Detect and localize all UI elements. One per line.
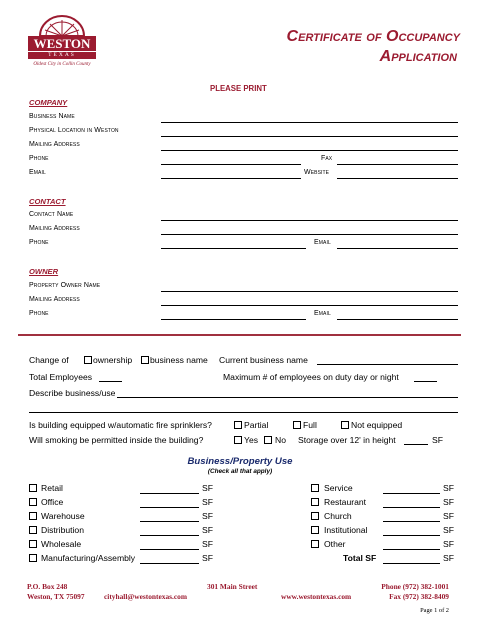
label-partial: Partial (244, 420, 269, 430)
restaurant-sf-field[interactable] (383, 507, 440, 508)
church-checkbox[interactable] (311, 512, 319, 520)
label-not-equipped: Not equipped (351, 420, 403, 430)
logo-name: WESTON (33, 36, 91, 51)
use-heading: Business/Property Use (187, 456, 293, 467)
label-wholesale: Wholesale (41, 539, 82, 549)
label-retail: Retail (41, 483, 63, 493)
label-total-employees: Total Employees (29, 372, 93, 382)
wholesale-sf-label: SF (202, 539, 213, 549)
label-fax: Fax (321, 155, 333, 162)
section-divider (18, 334, 461, 336)
title-line-2 (170, 47, 457, 67)
label-no: No (275, 435, 286, 445)
label-institutional: Institutional (324, 525, 368, 535)
other-sf-label: SF (443, 539, 454, 549)
label-owner-phone: Phone (29, 310, 49, 317)
label-full: Full (303, 420, 317, 430)
logo-tagline: Oldest City in Collin County (33, 62, 91, 67)
warehouse-checkbox[interactable] (29, 512, 37, 520)
warehouse-sf-label: SF (202, 511, 213, 521)
owner-phone-field[interactable] (161, 319, 306, 320)
label-change-of: Change of (29, 355, 69, 365)
wholesale-checkbox[interactable] (29, 540, 37, 548)
wholesale-sf-field[interactable] (140, 549, 199, 550)
use-subheading: (Check all that apply) (207, 468, 273, 475)
footer-email-link[interactable]: cityhall@westontexas.com (104, 592, 188, 601)
other-sf-field[interactable] (383, 549, 440, 550)
total-employees-field[interactable] (99, 381, 122, 382)
retail-sf-label: SF (202, 483, 213, 493)
logo-state: TEXAS (48, 52, 76, 58)
company-fax-field[interactable] (337, 164, 458, 165)
label-property-owner: Property Owner Name (29, 282, 101, 289)
title-line-1 (170, 27, 460, 47)
institutional-sf-field[interactable] (383, 535, 440, 536)
manufacturing-sf-field[interactable] (140, 563, 199, 564)
business-name-change-checkbox[interactable] (141, 356, 149, 364)
describe-field-2[interactable] (29, 412, 458, 413)
label-current-business-name: Current business name (219, 355, 308, 365)
label-restaurant: Restaurant (324, 497, 367, 507)
title-line-2-text: Application (379, 48, 457, 65)
property-owner-field[interactable] (161, 291, 458, 292)
total-sf-field[interactable] (383, 563, 440, 564)
label-contact-email: Email (314, 239, 331, 246)
owner-email-field[interactable] (337, 319, 458, 320)
footer-city: Weston, TX 75097 (27, 592, 85, 601)
current-business-name-field[interactable] (317, 364, 458, 365)
footer-phone: Phone (972) 382-1001 (381, 582, 449, 591)
contact-name-field[interactable] (161, 220, 458, 221)
label-smoking: Will smoking be permitted inside the building? (29, 435, 204, 445)
company-heading: COMPANY (29, 98, 68, 107)
distribution-sf-label: SF (202, 525, 213, 535)
label-owner-mailing: Mailing Address (29, 296, 80, 303)
no-checkbox[interactable] (264, 436, 272, 444)
label-office: Office (41, 497, 64, 507)
institutional-checkbox[interactable] (311, 526, 319, 534)
distribution-sf-field[interactable] (140, 535, 199, 536)
label-warehouse: Warehouse (41, 511, 85, 521)
footer-street: 301 Main Street (207, 582, 258, 591)
please-print: PLEASE PRINT (210, 84, 267, 93)
owner-heading: OWNER (29, 267, 59, 276)
label-max-employees: Maximum # of employees on duty day or night (223, 372, 399, 382)
manufacturing-checkbox[interactable] (29, 554, 37, 562)
office-checkbox[interactable] (29, 498, 37, 506)
label-total-sf: Total SF (343, 553, 377, 563)
title-line-1-text: Certificate of Occupancy (286, 28, 460, 45)
label-other: Other (324, 539, 346, 549)
distribution-checkbox[interactable] (29, 526, 37, 534)
company-email-field[interactable] (161, 178, 301, 179)
max-employees-field[interactable] (414, 381, 437, 382)
footer-po-box: P.O. Box 248 (27, 582, 68, 591)
label-distribution: Distribution (41, 525, 84, 535)
label-mailing-address: Mailing Address (29, 141, 80, 148)
contact-email-field[interactable] (337, 248, 458, 249)
label-storage-sf: SF (432, 435, 443, 445)
retail-sf-field[interactable] (140, 493, 199, 494)
company-website-field[interactable] (337, 178, 458, 179)
office-sf-field[interactable] (140, 507, 199, 508)
service-checkbox[interactable] (311, 484, 319, 492)
owner-mailing-field[interactable] (161, 305, 458, 306)
label-storage: Storage over 12' in height (298, 435, 396, 445)
company-phone-field[interactable] (161, 164, 301, 165)
total-sf-unit: SF (443, 553, 454, 563)
label-sprinklers: Is building equipped w/automatic fire sprinklers? (29, 420, 212, 430)
label-contact-mailing: Mailing Address (29, 225, 80, 232)
footer-fax: Fax (972) 382-8409 (389, 592, 449, 601)
footer-website-link[interactable]: www.westontexas.com (281, 592, 352, 601)
manufacturing-sf-label: SF (202, 553, 213, 563)
label-physical-location: Physical Location in Weston (29, 127, 119, 134)
label-service: Service (324, 483, 353, 493)
company-mailing-address-field[interactable] (161, 150, 458, 151)
storage-sf-field[interactable] (404, 444, 428, 445)
retail-checkbox[interactable] (29, 484, 37, 492)
partial-checkbox[interactable] (234, 421, 242, 429)
warehouse-sf-field[interactable] (140, 521, 199, 522)
label-manufacturing: Manufacturing/Assembly (41, 553, 136, 563)
business-name-field[interactable] (161, 122, 458, 123)
physical-location-field[interactable] (161, 136, 458, 137)
other-checkbox[interactable] (311, 540, 319, 548)
contact-heading: CONTACT (29, 197, 66, 206)
contact-mailing-field[interactable] (161, 234, 458, 235)
label-describe: Describe business/use (29, 388, 116, 398)
describe-field-1[interactable] (117, 397, 458, 398)
office-sf-label: SF (202, 497, 213, 507)
label-yes: Yes (244, 435, 259, 445)
ownership-checkbox[interactable] (84, 356, 92, 364)
full-checkbox[interactable] (293, 421, 301, 429)
label-contact-name: Contact Name (29, 211, 74, 218)
label-ownership: ownership (93, 355, 133, 365)
page-number: Page 1 of 2 (420, 607, 449, 614)
label-church: Church (324, 511, 352, 521)
label-contact-phone: Phone (29, 239, 49, 246)
church-sf-field[interactable] (383, 521, 440, 522)
label-email: Email (29, 169, 46, 176)
weston-logo (26, 14, 98, 74)
institutional-sf-label: SF (443, 525, 454, 535)
label-website: Website (304, 169, 330, 176)
label-owner-email: Email (314, 310, 331, 317)
label-phone: Phone (29, 155, 49, 162)
label-business-name-change: business name (150, 355, 208, 365)
restaurant-sf-label: SF (443, 497, 454, 507)
restaurant-checkbox[interactable] (311, 498, 319, 506)
service-sf-field[interactable] (383, 493, 440, 494)
yes-checkbox[interactable] (234, 436, 242, 444)
service-sf-label: SF (443, 483, 454, 493)
contact-phone-field[interactable] (161, 248, 306, 249)
church-sf-label: SF (443, 511, 454, 521)
label-business-name: Business Name (29, 113, 75, 120)
not-equipped-checkbox[interactable] (341, 421, 349, 429)
